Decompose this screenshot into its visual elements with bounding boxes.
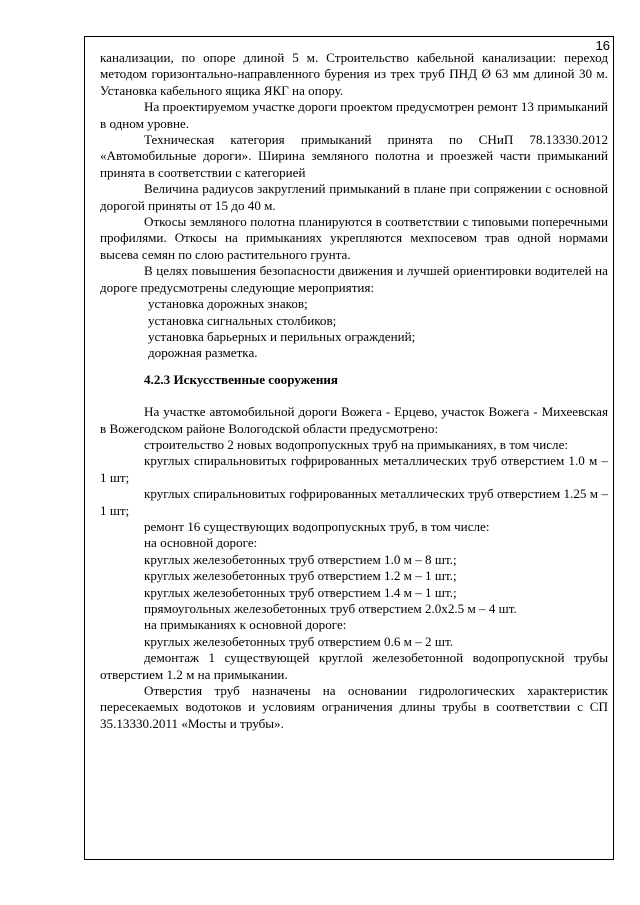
- paragraph-cable: канализации, по опоре длиной 5 м. Строительство кабельной канализации: переход методом горизонтально-направленного бурения из трех труб ПНД Ø 63 мм длиной 30 м. Установка кабельного ящика ЯКГ на опору.: [100, 50, 608, 98]
- repair-line: ремонт 16 существующих водопропускных труб, в том числе:: [144, 518, 490, 534]
- paragraph-category: Техническая категория примыканий принята по СНиП 78.13330.2012 «Автомобильные дороги». Ширина земляного полотна и проезжей части примыканий принята в соответствии с категорией: [100, 132, 608, 180]
- page-number: 16: [595, 38, 610, 53]
- new-pipe-item: круглых спиральновитых гофрированных металлических труб отверстием 1.0 м – 1 шт;: [100, 453, 608, 485]
- main-road-line: на основной дороге:: [144, 535, 258, 551]
- measure-item: установка дорожных знаков;: [148, 296, 308, 312]
- final-paragraph: Отверстия труб назначены на основании гидрологических характеристик пересекаемых водотоков и условиям ограничения длины трубы в соответствии с СП 35.13330.2011 «Мосты и трубы».: [100, 683, 608, 731]
- paragraph-slopes: Откосы земляного полотна планируются в соответствии с типовыми поперечными профилями. Откосы на примыканиях укрепляются мехпосевом трав одной нормами высева семян по слою растительного грунта.: [100, 214, 608, 262]
- main-pipe-item: круглых железобетонных труб отверстием 1.2 м – 1 шт.;: [144, 568, 457, 584]
- main-pipe-item: прямоугольных железобетонных труб отверстием 2.0х2.5 м – 4 шт.: [144, 601, 517, 616]
- section-intro: На участке автомобильной дороги Вожега - Ерцево, участок Вожега - Михеевская в Вожегодском районе Вологодской области предусмотрено:: [100, 404, 608, 436]
- paragraph-junctions-repair: На проектируемом участке дороги проектом предусмотрен ремонт 13 примыканий в одном уровне.: [100, 99, 608, 131]
- main-pipe-item: круглых железобетонных труб отверстием 1.4 м – 1 шт.;: [144, 584, 457, 600]
- measure-item: установка сигнальных столбиков;: [148, 312, 337, 328]
- dismantle-line: демонтаж 1 существующей круглой железобетонной водопропускной трубы отверстием 1.2 м на примыкании.: [100, 650, 608, 682]
- junctions-line: на примыканиях к основной дороге:: [144, 617, 347, 633]
- new-pipes-line: строительство 2 новых водопропускных труб на примыканиях, в том числе:: [144, 436, 569, 452]
- junction-pipe-item: круглых железобетонных труб отверстием 0.6 м – 2 шт.: [144, 633, 453, 649]
- new-pipe-item: круглых спиральновитых гофрированных металлических труб отверстием 1.25 м – 1 шт;: [100, 486, 608, 518]
- document-body: [100, 50, 608, 732]
- paragraph-safety: В целях повышения безопасности движения и лучшей ориентировки водителей на дороге предусмотрены следующие мероприятия:: [100, 263, 608, 295]
- measure-item: дорожная разметка.: [148, 345, 258, 361]
- measure-item: установка барьерных и перильных ограждений;: [148, 328, 416, 344]
- paragraph-radii: Величина радиусов закруглений примыканий в плане при сопряжении с основной дорогой приняты от 15 до 40 м.: [100, 181, 608, 213]
- section-heading: 4.2.3 Искусственные сооружения: [144, 371, 338, 387]
- main-pipe-item: круглых железобетонных труб отверстием 1.0 м – 8 шт.;: [144, 551, 457, 567]
